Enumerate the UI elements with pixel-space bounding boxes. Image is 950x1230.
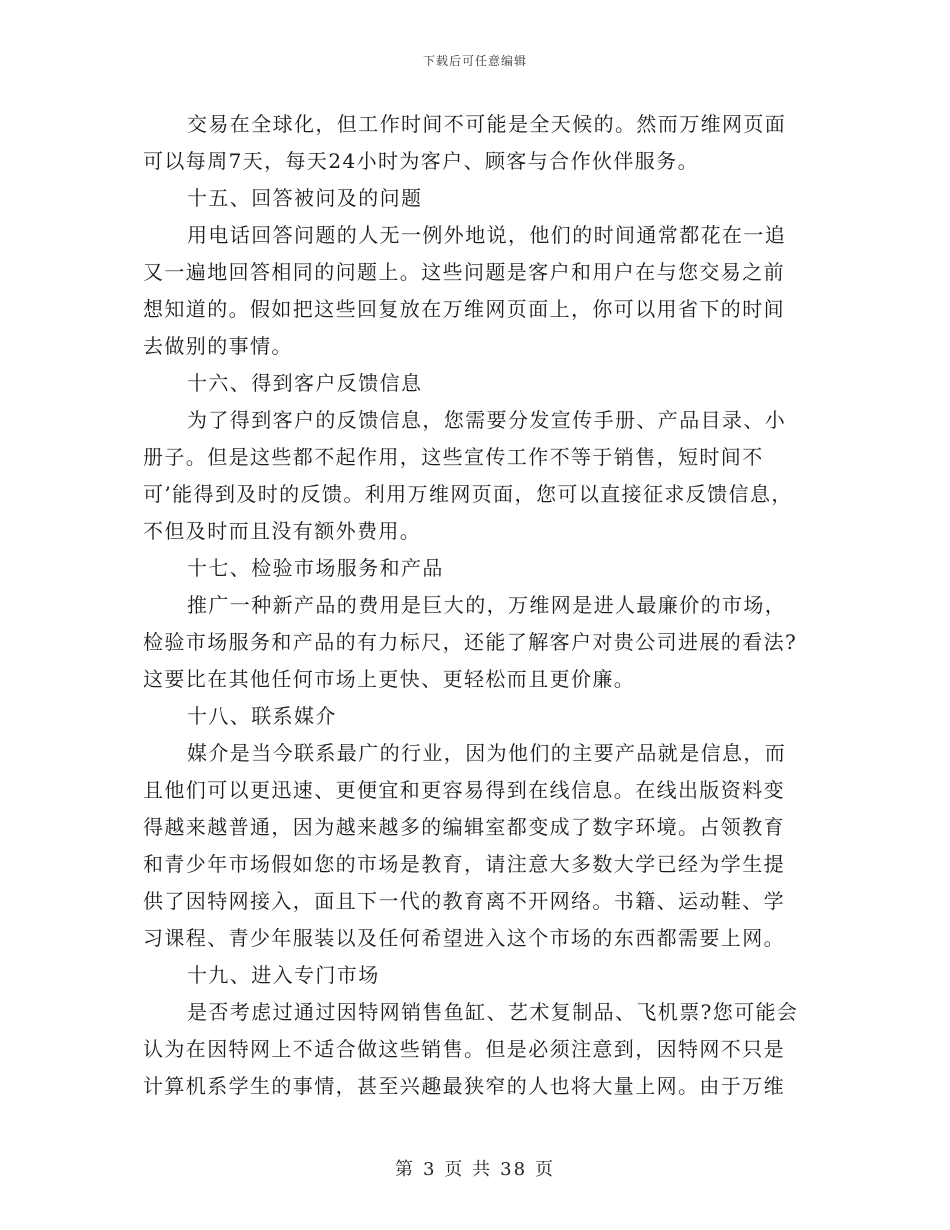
paragraph-line: 是否考虑过通过因特网销售鱼缸、艺术复制品、飞机票?您可能会 bbox=[187, 1000, 799, 1024]
paragraph-line: 且他们可以更迅速、更便宜和更容易得到在线信息。在线出版资料变 bbox=[143, 778, 785, 802]
page-header-note: 下载后可任意编辑 bbox=[422, 54, 527, 68]
paragraph-line: 媒介是当今联系最广的行业，因为他们的主要产品就是信息，而 bbox=[187, 741, 787, 765]
paragraph-line: 去做别的事情。 bbox=[143, 334, 293, 358]
paragraph-line: 交易在全球化，但工作时间不可能是全天候的。然而万维网页面 bbox=[187, 112, 787, 136]
paragraph-line: 可以每周7天，每天24小时为客户、顾客与合作伙伴服务。 bbox=[143, 149, 699, 173]
page-footer-mid: 页 共 bbox=[444, 1159, 493, 1180]
section-heading: 十五、回答被问及的问题 bbox=[187, 186, 423, 210]
section-heading: 十八、联系媒介 bbox=[187, 704, 337, 728]
paragraph-line: 认为在因特网上不适合做这些销售。但是必须注意到，因特网不只是 bbox=[143, 1037, 785, 1061]
page-total: 38 bbox=[500, 1159, 528, 1180]
paragraph-line: 检验市场服务和产品的有力标尺，还能了解客户对贵公司进展的看法? bbox=[143, 630, 798, 654]
paragraph-line: 不但及时而且没有额外费用。 bbox=[143, 519, 422, 543]
paragraph-line: 为了得到客户的反馈信息，您需要分发宣传手册、产品目录、小 bbox=[187, 408, 787, 432]
paragraph-line: 供了因特网接入，面且下一代的教育离不开网络。书籍、运动鞋、学 bbox=[143, 889, 785, 913]
page-footer-suffix: 页 bbox=[535, 1159, 556, 1180]
paragraph-line: 推广一种新产品的费用是巨大的，万维网是进人最廉价的市场， bbox=[187, 593, 787, 617]
paragraph-line: 得越来越普通，因为越来越多的编辑室都变成了数字环境。占领教育 bbox=[143, 815, 785, 839]
paragraph-line: 这要比在其他任何市场上更快、更轻松而且更价廉。 bbox=[143, 667, 636, 691]
paragraph-line: 想知道的。假如把这些回复放在万维网页面上，你可以用省下的时间 bbox=[143, 297, 785, 321]
paragraph-line: 可’能得到及时的反馈。利用万维网页面，您可以直接征求反馈信息， bbox=[143, 482, 793, 506]
section-heading: 十七、检验市场服务和产品 bbox=[187, 556, 444, 580]
paragraph-line: 用电话回答问题的人无一例外地说，他们的时间通常都花在一追 bbox=[187, 223, 787, 247]
paragraph-line: 计算机系学生的事情，甚至兴趣最狭窄的人也将大量上网。由于万维 bbox=[143, 1074, 785, 1098]
page-footer-prefix: 第 bbox=[394, 1159, 415, 1180]
paragraph-line: 册子。但是这些都不起作用，这些宣传工作不等于销售，短时间不 bbox=[143, 445, 764, 469]
page-footer bbox=[0, 1155, 950, 1181]
section-heading: 十九、进入专门市场 bbox=[187, 963, 380, 987]
document-body bbox=[143, 106, 813, 1105]
paragraph-line: 又一遍地回答相同的问题上。这些问题是客户和用户在与您交易之前 bbox=[143, 260, 785, 284]
page-number: 3 bbox=[422, 1159, 437, 1180]
section-heading: 十六、得到客户反馈信息 bbox=[187, 371, 423, 395]
paragraph-line: 习课程、青少年服装以及任何希望进入这个市场的东西都需要上网。 bbox=[143, 926, 785, 950]
paragraph-line: 和青少年市场假如您的市场是教育，请注意大多数大学已经为学生提 bbox=[143, 852, 785, 876]
